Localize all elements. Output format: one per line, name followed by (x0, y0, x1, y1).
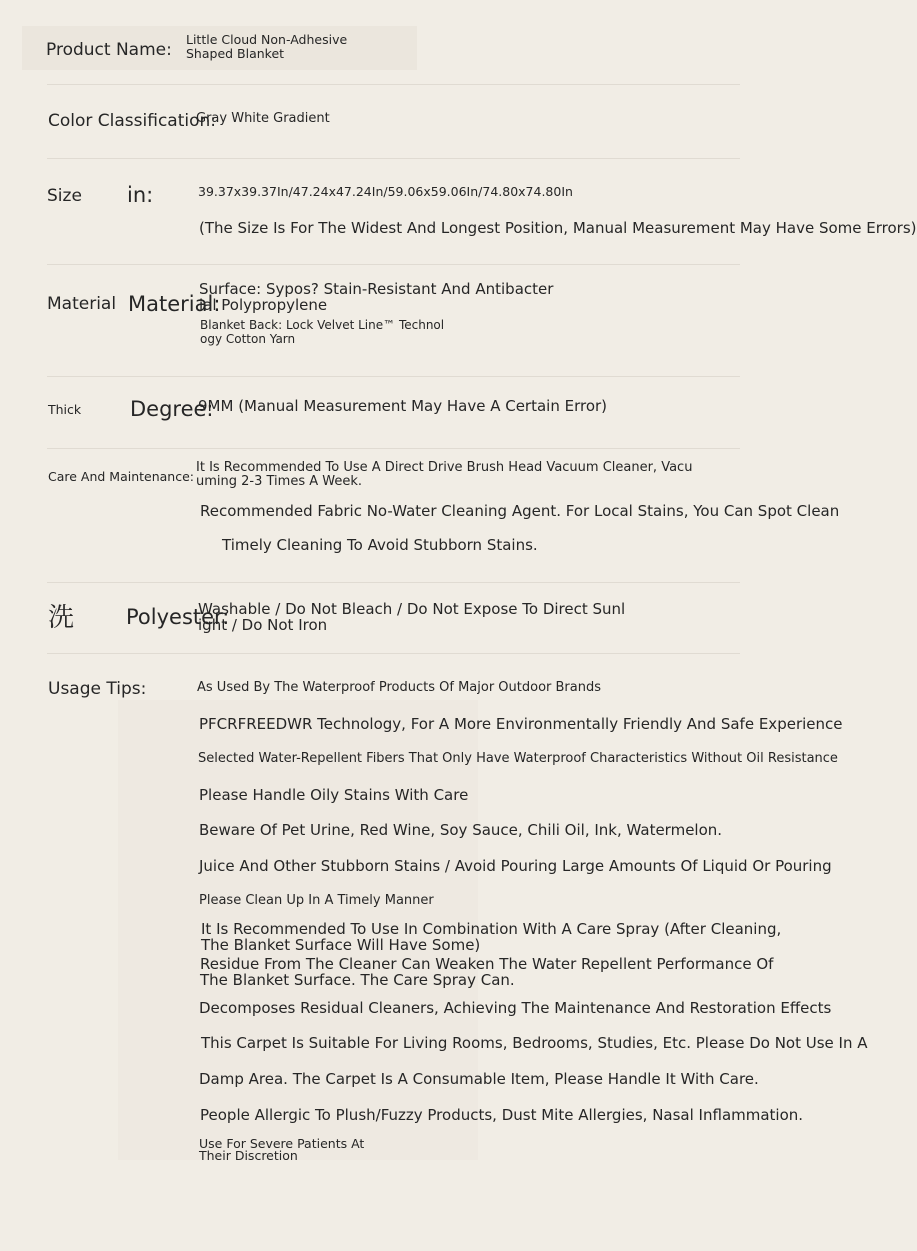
color-value: Gray White Gradient (196, 111, 330, 126)
usage-line: Selected Water-Repellent Fibers That Only Have Waterproof Characteristics Without Oil Resistance (198, 751, 838, 766)
usage-line: Residue From The Cleaner Can Weaken The Water Repellent Performance Of The Blanket Surface. The Care Spray Can. (200, 955, 774, 989)
size-label: Size (47, 186, 82, 206)
material-label: Material (47, 294, 117, 314)
divider (47, 653, 740, 654)
care-line-3: Timely Cleaning To Avoid Stubborn Stains. (222, 536, 538, 554)
divider (47, 376, 740, 377)
thickness-value: 9MM (Manual Measurement May Have A Certain Error) (198, 397, 608, 415)
size-note: (The Size Is For The Widest And Longest Position, Manual Measurement May Have Some Errors) (199, 219, 917, 237)
washing-label-2: Polyester: (126, 605, 230, 629)
divider (47, 84, 740, 85)
divider (47, 448, 740, 449)
usage-line: PFCRFREEDWR Technology, For A More Environmentally Friendly And Safe Experience (199, 715, 843, 733)
usage-line: Use For Severe Patients At Their Discretion (199, 1136, 365, 1163)
thickness-label: Thick (48, 402, 82, 417)
usage-line: Please Clean Up In A Timely Manner (199, 893, 434, 908)
care-line-1: It Is Recommended To Use A Direct Drive Brush Head Vacuum Cleaner, Vacuuming 2-3 Times A Week. (196, 460, 693, 489)
material-surface: Surface: Sypos? Stain-Resistant And Antibacterial Polypropylene (199, 280, 554, 314)
care-label: Care And Maintenance: (48, 469, 195, 484)
usage-line: Please Handle Oily Stains With Care (199, 786, 469, 804)
usage-line: As Used By The Waterproof Products Of Major Outdoor Brands (197, 680, 602, 695)
size-label-2: in: (127, 183, 154, 207)
usage-line: People Allergic To Plush/Fuzzy Products, Dust Mite Allergies, Nasal Inflammation. (200, 1106, 804, 1124)
thickness-label-2: Degree: (130, 397, 214, 421)
care-line-2: Recommended Fabric No-Water Cleaning Agent. For Local Stains, You Can Spot Clean (200, 502, 840, 520)
product-name-value: Little Cloud Non-Adhesive Shaped Blanket (186, 32, 348, 61)
divider (47, 582, 740, 583)
usage-line: Decomposes Residual Cleaners, Achieving The Maintenance And Restoration Effects (199, 999, 832, 1017)
product-name-label: Product Name: (46, 40, 172, 60)
size-value: 39.37x39.37In/47.24x47.24In/59.06x59.06In/74.80x74.80In (198, 184, 573, 199)
washing-label: 洗 (48, 603, 75, 633)
color-label: Color Classification: (48, 111, 216, 131)
divider (47, 264, 740, 265)
divider (47, 158, 740, 159)
usage-line: Beware Of Pet Urine, Red Wine, Soy Sauce, Chili Oil, Ink, Watermelon. (199, 821, 723, 839)
material-back: Blanket Back: Lock Velvet Line™ Technology Cotton Yarn (200, 318, 445, 346)
washing-value: Washable / Do Not Bleach / Do Not Expose To Direct Sunlight / Do Not Iron (198, 600, 626, 634)
usage-label: Usage Tips: (48, 679, 147, 699)
usage-line: It Is Recommended To Use In Combination With A Care Spray (After Cleaning, The Blanket Surface Will Have Some) (201, 920, 782, 954)
material-label-2: Material: (128, 292, 221, 316)
usage-line: This Carpet Is Suitable For Living Rooms, Bedrooms, Studies, Etc. Please Do Not Use In A (201, 1034, 868, 1052)
usage-line: Damp Area. The Carpet Is A Consumable Item, Please Handle It With Care. (199, 1070, 759, 1088)
usage-line: Juice And Other Stubborn Stains / Avoid Pouring Large Amounts Of Liquid Or Pouring (199, 857, 832, 875)
